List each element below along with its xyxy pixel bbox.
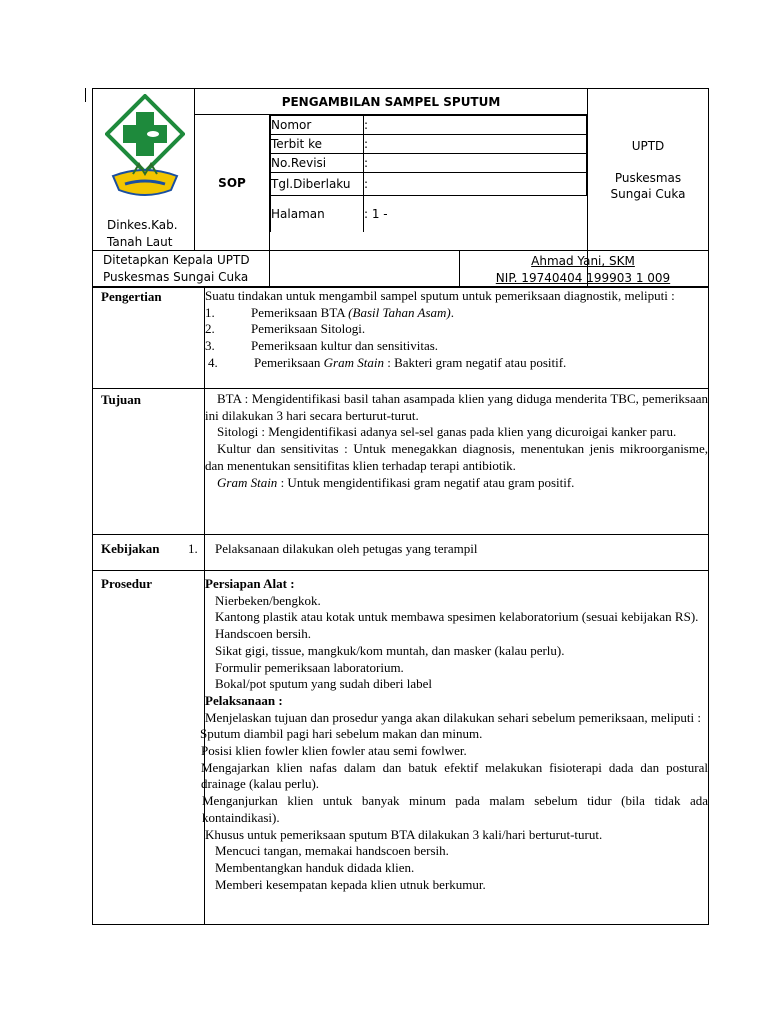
list-item: Formulir pemeriksaan laboratorium. bbox=[215, 659, 404, 675]
list-item: Membentangkan handuk didada klien. bbox=[215, 859, 415, 875]
list-item: Bokal/pot sputum yang sudah diberi label bbox=[215, 676, 432, 692]
sop-body-table bbox=[92, 287, 709, 925]
prosedur-content bbox=[200, 571, 709, 925]
list-item: 1. Pemeriksaan BTA (Basil Tahan Asam). bbox=[205, 304, 454, 320]
ditetapkan-line1: Ditetapkan Kepala UPTD bbox=[103, 252, 250, 267]
field-label: Nomor bbox=[271, 116, 364, 135]
list-item: Handscoen bersih. bbox=[215, 626, 312, 642]
list-item: Nierbeken/bengkok. bbox=[215, 592, 321, 608]
ditetapkan-cell bbox=[93, 251, 270, 287]
tujuan-sitologi: Sitologi : Mengidentifikasi adanya sel-sel ganas pada klien yang dicuroigai kanker paru. bbox=[217, 424, 677, 440]
org-right-line2: Puskesmas bbox=[614, 170, 682, 185]
persiapan-title: Persiapan Alat : bbox=[205, 576, 295, 591]
text-cursor bbox=[85, 88, 86, 102]
signer-cell bbox=[495, 251, 709, 287]
list-item: 2. Pemeriksaan Sitologi. bbox=[205, 321, 366, 337]
list-item: Kantong plastik atau kotak untuk membawa spesimen kelaboratorium (sesuai kebijakan RS). bbox=[215, 609, 699, 625]
list-item: 4. Pemeriksaan Gram Stain : Bakteri gram negatif atau positif. bbox=[208, 354, 567, 370]
pengertian-intro: Suatu tindakan untuk mengambil sampel sputum untuk pemeriksaan diagnostik, meliputi : bbox=[205, 288, 675, 303]
list-item: Memberi kesempatan kepada klien utnuk berkumur. bbox=[215, 876, 486, 892]
tujuan-gram-stain: Gram Stain : Untuk mengidentifikasi gram negatif atau gram positif. bbox=[217, 474, 575, 490]
ditetapkan-line2: Puskesmas Sungai Cuka bbox=[103, 269, 249, 284]
field-label: Tgl.Diberlaku bbox=[271, 173, 364, 196]
uptd-cell bbox=[588, 89, 709, 251]
tujuan-kultur: Kultur dan sensitivitas : Untuk menegakkan diagnosis, menentukan jenis mikroorganisme, dan menentukan sensitifitas klien terhadap terapi antibiotik. bbox=[205, 441, 708, 473]
signer-block bbox=[459, 253, 707, 287]
pelaksanaan-title: Pelaksanaan : bbox=[205, 692, 283, 708]
field-value: : bbox=[364, 116, 587, 135]
field-label: No.Revisi bbox=[271, 154, 364, 173]
sop-label: SOP bbox=[195, 115, 270, 251]
tujuan-content bbox=[205, 389, 709, 535]
field-value: : bbox=[364, 135, 587, 154]
pengertian-content bbox=[205, 288, 709, 389]
list-item: Sputum diambil pagi hari sebelum makan dan minum. bbox=[200, 726, 483, 742]
kebijakan-label: Kebijakan bbox=[101, 541, 160, 556]
org-right-line3: Sungai Cuka bbox=[610, 186, 686, 201]
org-right-line1: UPTD bbox=[631, 138, 665, 153]
org-left-line2: Tanah Laut bbox=[107, 235, 173, 249]
fields-cell bbox=[270, 115, 588, 251]
fields-table bbox=[270, 115, 587, 232]
tujuan-bta: BTA : Mengidentifikasi basil tahan asampada klien yang diduga menderita TBC, pemeriksaan ini dilakukan 3 hari secara berturut-turut. bbox=[205, 391, 708, 423]
sop-header-table bbox=[92, 88, 709, 287]
list-item: Mengajarkan klien nafas dalam dan batuk efektif melakukan fisioterapi dada dan postural drainage (kalau perlu). bbox=[201, 759, 708, 792]
puskesmas-logo-icon bbox=[105, 94, 185, 214]
dinkes-label bbox=[107, 217, 178, 251]
pengertian-label: Pengertian bbox=[93, 288, 205, 389]
document-title: PENGAMBILAN SAMPEL SPUTUM bbox=[195, 89, 588, 115]
list-item: Khusus untuk pemeriksaan sputum BTA dilakukan 3 kali/hari berturut-turut. bbox=[205, 826, 603, 842]
org-left-line1: Dinkes.Kab. bbox=[107, 218, 178, 232]
field-value: : bbox=[364, 154, 587, 173]
field-value: : 1 - bbox=[364, 196, 587, 233]
list-item: Posisi klien fowler klien fowler atau semi fowlwer. bbox=[201, 743, 467, 759]
field-label: Terbit ke bbox=[271, 135, 364, 154]
signer-name: Ahmad Yani, SKM bbox=[531, 254, 635, 268]
tujuan-label: Tujuan bbox=[93, 389, 205, 535]
kebijakan-cell bbox=[93, 535, 205, 571]
field-value: : bbox=[364, 173, 587, 196]
list-item: 3. Pemeriksaan kultur dan sensitivitas. bbox=[205, 338, 439, 354]
list-item: Mencuci tangan, memakai handscoen bersih. bbox=[215, 843, 449, 859]
field-label: Halaman bbox=[271, 196, 364, 233]
prosedur-label: Prosedur bbox=[93, 571, 205, 925]
list-item: Menganjurkan klien untuk banyak minum pada malam sebelum tidur (bila tidak ada kontaindikasi). bbox=[202, 793, 708, 825]
kebijakan-content: Pelaksanaan dilakukan oleh petugas yang terampil bbox=[205, 535, 709, 571]
list-item: Sikat gigi, tissue, mangkuk/kom muntah, dan masker (kalau perlu). bbox=[215, 642, 565, 658]
logo-cell bbox=[93, 89, 195, 251]
list-item: Menjelaskan tujuan dan prosedur yanga akan dilakukan sehari sebelum pemeriksaan, meliputi : bbox=[205, 709, 702, 725]
kebijakan-num: 1. bbox=[188, 541, 198, 556]
signer-nip: NIP. 19740404 199903 1 009 bbox=[495, 271, 671, 285]
